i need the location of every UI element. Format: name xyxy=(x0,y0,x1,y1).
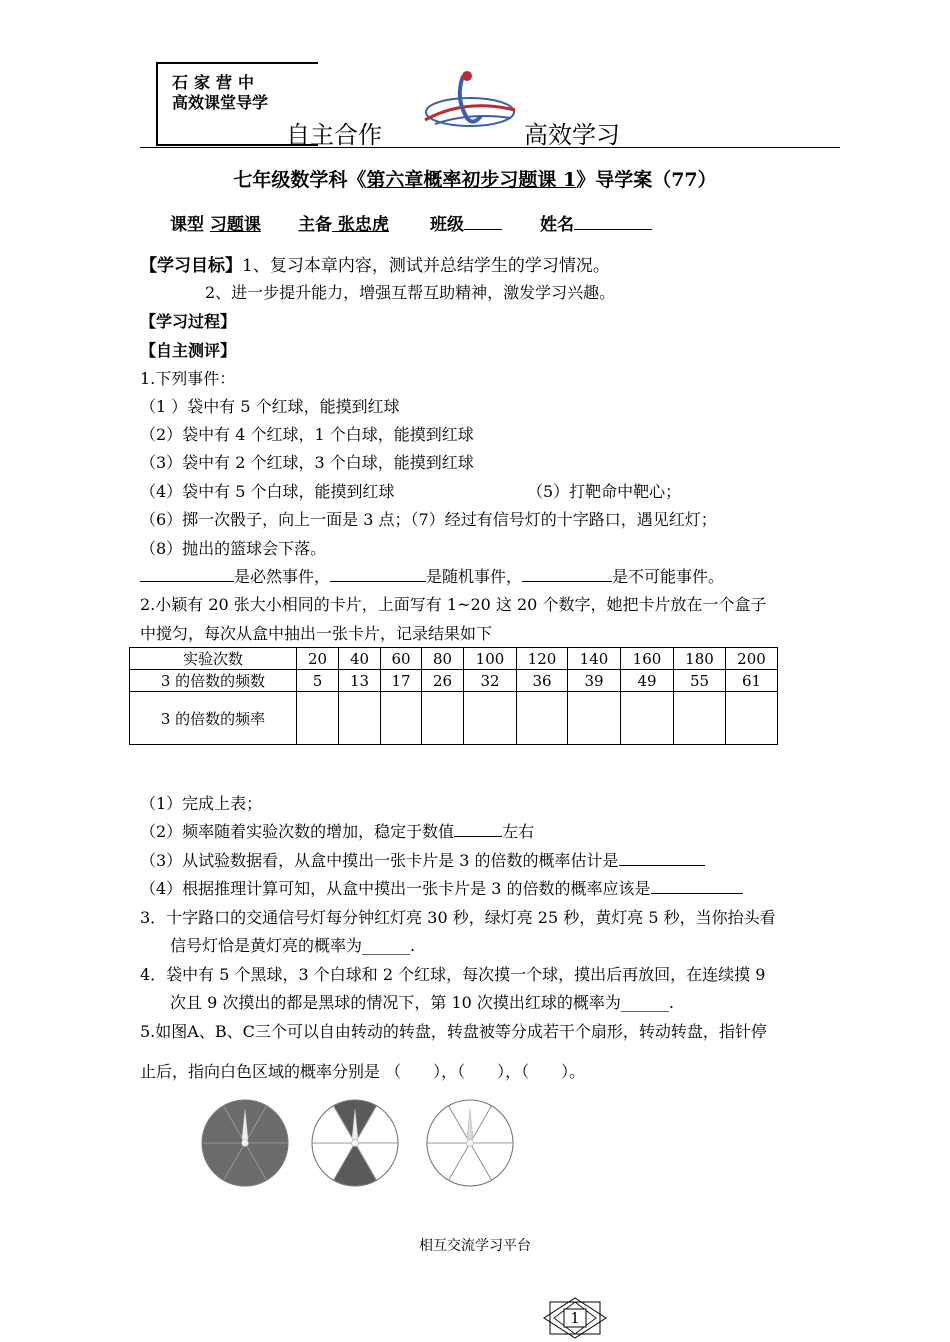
q1-item-4: （4）袋中有 5 个白球，能摸到红球 xyxy=(140,482,395,501)
row-label-frequency: 3 的倍数的频率 xyxy=(130,692,297,745)
q2-stem-1: 2.小颖有 20 张大小相同的卡片，上面写有 1~20 这 20 个数字，她把卡片放在一个盒子 xyxy=(140,595,767,614)
table-cell: 26 xyxy=(422,670,464,692)
q5-line-2: 止后，指向白色区域的概率分别是 （ ），（ ），（ ）。 xyxy=(140,1062,586,1081)
footer-slogan: 相互交流学习平台 xyxy=(419,1238,531,1254)
objectives-line-1: 【学习目标】1、复习本章内容，测试并总结学生的学习情况。 xyxy=(140,256,610,276)
frequency-input-cell[interactable] xyxy=(726,692,778,745)
title-suffix: 》导学案（77） xyxy=(576,169,717,191)
page-number: 1 xyxy=(570,1309,580,1327)
table-cell: 120 xyxy=(517,648,568,670)
process-label: 【学习过程】 xyxy=(140,312,237,331)
meta-class: 班级 xyxy=(430,210,502,235)
frequency-table xyxy=(129,647,778,745)
table-cell: 20 xyxy=(297,648,339,670)
frequency-input-cell[interactable] xyxy=(621,692,674,745)
table-cell: 61 xyxy=(726,670,778,692)
certain-events-blank[interactable] xyxy=(140,581,234,582)
school-logo-icon xyxy=(415,68,520,134)
table-cell: 39 xyxy=(568,670,621,692)
q2-stem-2: 中搅匀，每次从盒中抽出一张卡片，记录结果如下 xyxy=(140,624,493,643)
q2-part-4: （4）根据推理计算可知，从盒中摸出一张卡片是 3 的倍数的概率应该是 xyxy=(140,876,743,899)
table-cell: 160 xyxy=(621,648,674,670)
table-cell: 17 xyxy=(381,670,422,692)
banner-slogan-left: 自主合作 xyxy=(286,121,382,149)
objectives-label: 【学习目标】 xyxy=(140,256,242,276)
q3-line-1: 3．十字路口的交通信号灯每分钟红灯亮 30 秒，绿灯亮 25 秒，黄灯亮 5 秒，当你抬头看 xyxy=(140,908,776,927)
theoretical-blank[interactable] xyxy=(651,893,743,894)
frequency-input-cell[interactable] xyxy=(517,692,568,745)
spinner-b xyxy=(309,1097,401,1189)
q1-item-5: （5）打靶命中靶心； xyxy=(527,482,682,501)
q2-part-2: （2）频率随着实验次数的增加，稳定于数值 左右 xyxy=(140,822,535,841)
table-cell: 140 xyxy=(568,648,621,670)
frequency-input-cell[interactable] xyxy=(381,692,422,745)
title-topic: 第六章概率初步习题课 1 xyxy=(366,169,577,191)
table-cell: 36 xyxy=(517,670,568,692)
q1-item-3: （3）袋中有 2 个红球，3 个白球，能摸到红球 xyxy=(140,453,474,472)
page-title xyxy=(0,165,950,192)
spinner-hub xyxy=(467,1140,474,1147)
q1-item-6-7: （6）掷一次骰子，向上一面是 3 点；（7）经过有信号灯的十字路口，遇见红灯； xyxy=(140,510,717,529)
table-cell: 80 xyxy=(422,648,464,670)
spinner-c xyxy=(424,1097,516,1189)
row-label-trials: 实验次数 xyxy=(130,648,297,670)
objectives-line-2: 2、进一步提升能力，增强互帮互助精神，激发学习兴趣。 xyxy=(205,283,616,302)
title-prefix: 七年级数学科《 xyxy=(233,169,367,191)
q4-line-1: 4．袋中有 5 个黑球，3 个白球和 2 个红球，每次摸一个球，摸出后再放回，在连续摸 9 xyxy=(140,965,766,984)
frequency-input-cell[interactable] xyxy=(674,692,726,745)
random-events-blank[interactable] xyxy=(330,581,426,582)
q1-item-1: （1 ）袋中有 5 个红球，能摸到红球 xyxy=(140,397,400,416)
table-cell: 5 xyxy=(297,670,339,692)
table-cell: 49 xyxy=(621,670,674,692)
stable-value-blank[interactable] xyxy=(454,836,502,837)
table-cell: 180 xyxy=(674,648,726,670)
table-row-frequency xyxy=(130,692,778,745)
q5-line-1: 5.如图A、B、C三个可以自由转动的转盘，转盘被等分成若干个扇形，转动转盘，指针停 xyxy=(140,1022,767,1041)
self-test-label: 【自主测评】 xyxy=(140,341,237,360)
frequency-input-cell[interactable] xyxy=(464,692,517,745)
table-row-trials xyxy=(130,648,778,670)
header-divider xyxy=(140,147,840,148)
q4-line-2: 次且 9 次摸出的都是黑球的情况下，第 10 次摸出红球的概率为______. xyxy=(170,993,674,1012)
row-label-counts: 3 的倍数的频数 xyxy=(130,670,297,692)
q3-line-2: 信号灯恰是黄灯亮的概率为______. xyxy=(170,936,416,955)
table-cell: 40 xyxy=(339,648,381,670)
school-subtitle: 高效课堂导学 xyxy=(172,93,269,112)
q1-stem: 1.下列事件： xyxy=(140,369,236,388)
frequency-input-cell[interactable] xyxy=(339,692,381,745)
meta-name: 姓名 xyxy=(540,210,652,235)
class-blank[interactable] xyxy=(464,229,502,230)
frequency-input-cell[interactable] xyxy=(297,692,339,745)
table-cell: 200 xyxy=(726,648,778,670)
q1-answer-line: 是必然事件， 是随机事件， 是不可能事件。 xyxy=(140,564,724,587)
spinner-a xyxy=(199,1097,291,1189)
estimate-blank[interactable] xyxy=(619,865,705,866)
page-number-badge xyxy=(540,1296,610,1340)
table-cell: 55 xyxy=(674,670,726,692)
school-name: 石家营中 xyxy=(172,73,261,92)
spinner-hub xyxy=(242,1140,249,1147)
q1-item-2: （2）袋中有 4 个红球，1 个白球，能摸到红球 xyxy=(140,425,474,444)
frequency-input-cell[interactable] xyxy=(568,692,621,745)
table-cell: 32 xyxy=(464,670,517,692)
frequency-input-cell[interactable] xyxy=(422,692,464,745)
q2-part-1: （1）完成上表； xyxy=(140,794,263,813)
table-cell: 60 xyxy=(381,648,422,670)
banner-slogan-right: 高效学习 xyxy=(524,121,620,149)
meta-type: 课型 习题课 xyxy=(170,215,261,235)
table-row-counts xyxy=(130,670,778,692)
table-cell: 13 xyxy=(339,670,381,692)
impossible-events-blank[interactable] xyxy=(522,581,612,582)
name-blank[interactable] xyxy=(574,229,652,230)
q2-part-3: （3）从试验数据看，从盒中摸出一张卡片是 3 的倍数的概率估计是 xyxy=(140,848,705,871)
table-cell: 100 xyxy=(464,648,517,670)
q1-item-8: （8）抛出的篮球会下落。 xyxy=(140,539,327,558)
meta-author: 主备 张忠虎 xyxy=(298,215,389,235)
spinner-hub xyxy=(352,1140,359,1147)
